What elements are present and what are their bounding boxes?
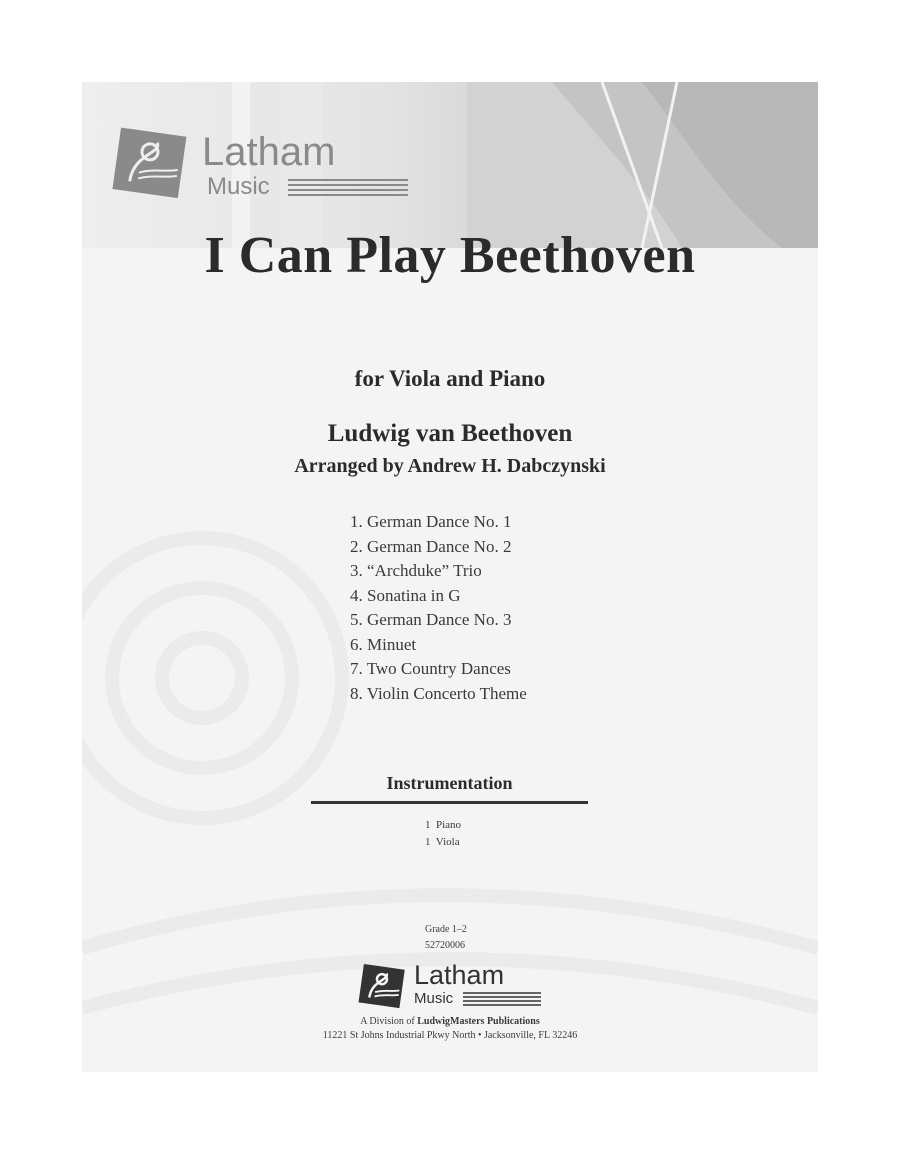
list-item: 7. Two Country Dances [350,659,511,678]
latham-logo-header [110,126,410,206]
catalog-number: 52720006 [425,940,465,951]
list-item: 1. German Dance No. 1 [350,512,512,531]
header-banner [82,82,818,248]
grade-level: Grade 1–2 [425,924,467,935]
list-item: 1 Piano [425,819,462,831]
page-title: I Can Play Beethoven [204,227,696,284]
list-item: 6. Minuet [350,634,417,654]
composer-name: Ludwig van Beethoven [327,420,573,447]
logo-wordmark: Latham [414,960,505,990]
division-name: LudwigMasters Publications [417,1016,540,1027]
logo-subtitle: Music [414,990,454,1007]
publisher-division [0,1016,900,1027]
instrumentation-list [425,817,461,851]
page-subtitle: for Viola and Piano [354,366,546,391]
publisher-address: 11221 St Johns Industrial Pkwy North • Jacksonville, FL 32246 [322,1030,578,1041]
list-item: 1 Viola [425,836,460,848]
list-item: 5. German Dance No. 3 [350,610,512,629]
logo-subtitle: Music [207,173,270,200]
logo-staff-lines [288,178,408,198]
logo-staff-lines [463,992,541,1006]
latham-emblem-icon [357,963,407,1013]
list-item: 2. German Dance No. 2 [350,536,512,556]
latham-emblem-icon [110,126,190,206]
list-item: 4. Sonatina in G [350,585,461,605]
list-item: 8. Violin Concerto Theme [350,683,527,703]
latham-logo-footer [357,961,547,1017]
instrumentation-divider [311,801,588,804]
grade-info [425,922,467,954]
contents-list [350,510,527,706]
division-prefix: A Division of [360,1016,418,1027]
instrumentation-heading: Instrumentation [386,773,513,793]
arranger-credit: Arranged by Andrew H. Dabczynski [294,455,606,477]
logo-wordmark: Latham [202,130,336,174]
list-item: 3. “Archduke” Trio [350,561,482,580]
